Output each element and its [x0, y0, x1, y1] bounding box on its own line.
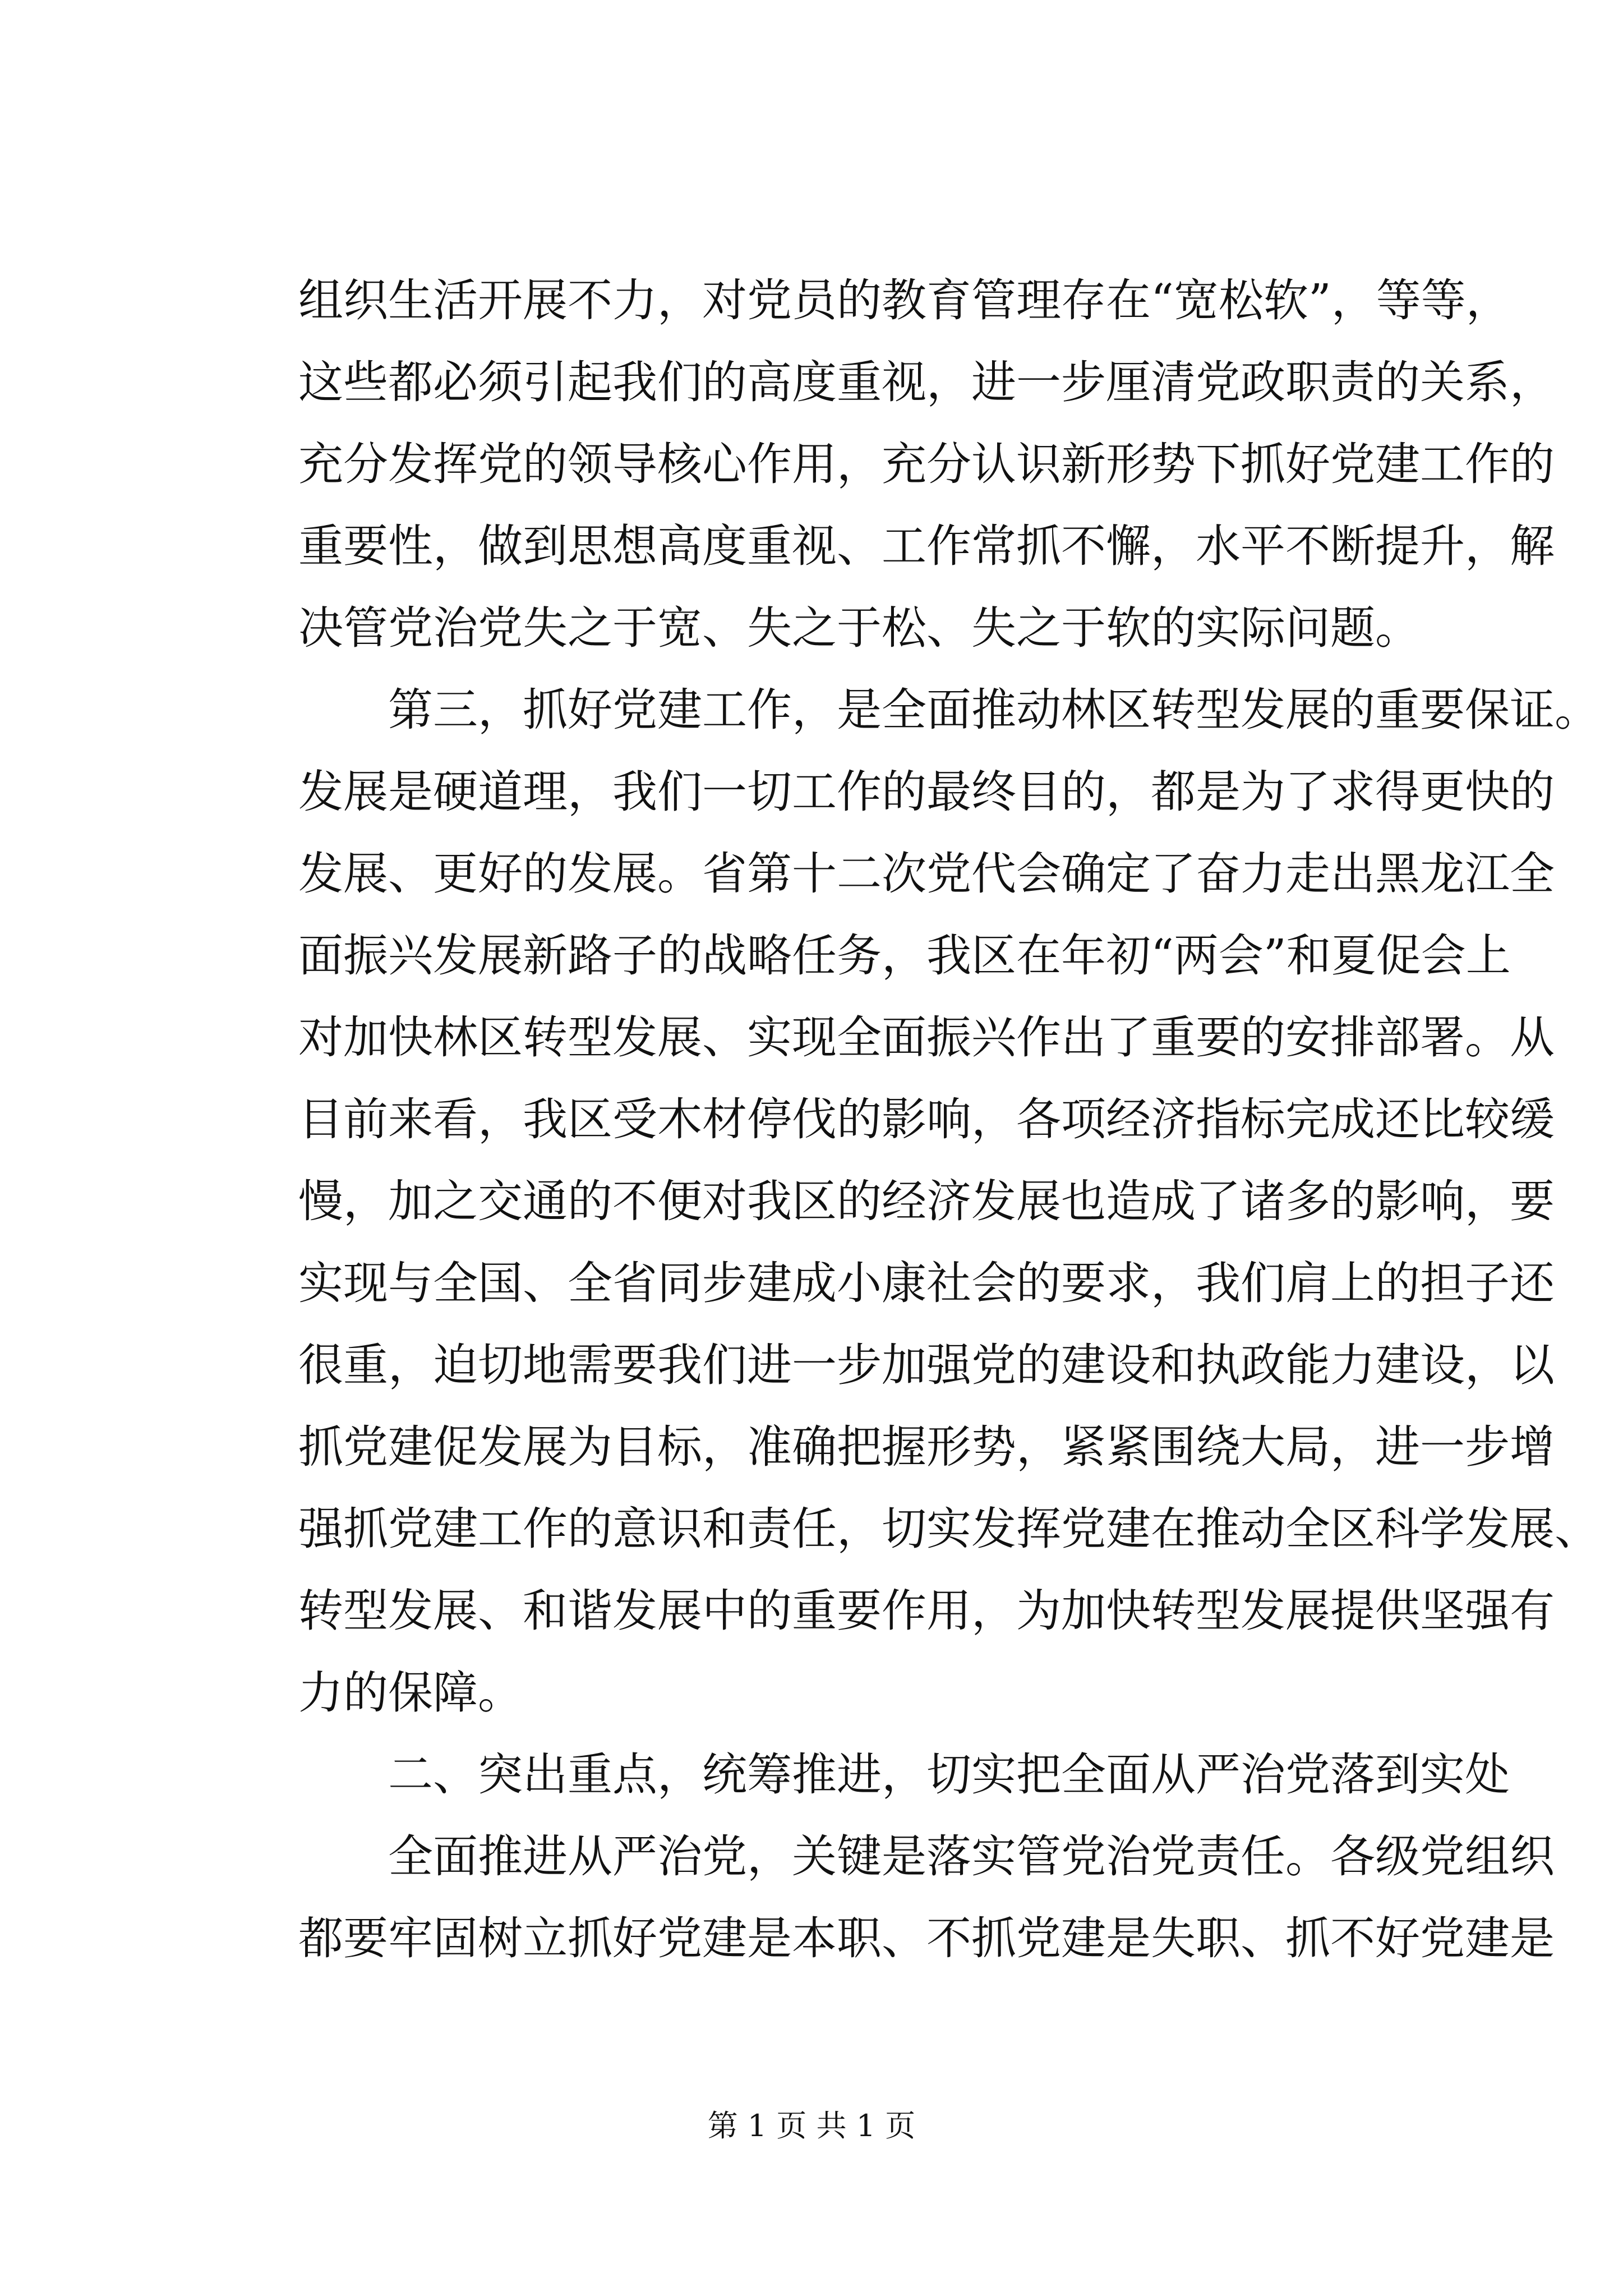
text-line: 决管党治党失之于宽、失之于松、失之于软的实际问题。 [298, 602, 1420, 654]
text-line: 慢，加之交通的不便对我区的经济发展也造成了诸多的影响，要 [298, 1175, 1555, 1227]
text-line: 发展是硬道理，我们一切工作的最终目的，都是为了求得更快的 [298, 766, 1555, 818]
paragraph-start-line: 全面推进从严治党，关键是落实管党治党责任。各级党组织 [388, 1830, 1555, 1883]
text-line: 组织生活开展不力，对党员的教育管理存在“宽松软”，等等， [298, 274, 1511, 326]
text-line: 都要牢固树立抓好党建是本职、不抓党建是失职、抓不好党建是 [298, 1912, 1555, 1964]
text-line: 强抓党建工作的意识和责任，切实发挥党建在推动全区科学发展、 [298, 1503, 1599, 1555]
text-line: 目前来看，我区受木材停伐的影响，各项经济指标完成还比较缓 [298, 1093, 1555, 1145]
text-line: 实现与全国、全省同步建成小康社会的要求，我们肩上的担子还 [298, 1257, 1555, 1309]
text-line: 发展、更好的发展。省第十二次党代会确定了奋力走出黑龙江全 [298, 848, 1555, 900]
text-line: 力的保障。 [298, 1667, 523, 1719]
text-line: 对加快林区转型发展、实现全面振兴作出了重要的安排部署。从 [298, 1011, 1555, 1064]
page-footer: 第 1 页 共 1 页 [707, 2108, 916, 2143]
section-heading: 二、突出重点，统筹推进，切实把全面从严治党落到实处 [388, 1749, 1510, 1801]
text-line: 重要性，做到思想高度重视、工作常抓不懈，水平不断提升，解 [298, 520, 1555, 572]
text-line: 转型发展、和谐发展中的重要作用，为加快转型发展提供坚强有 [298, 1585, 1555, 1637]
text-line: 面振兴发展新路子的战略任务，我区在年初“两会”和夏促会上 [298, 930, 1511, 982]
paragraph-start-line: 第三，抓好党建工作，是全面推动林区转型发展的重要保证。 [388, 684, 1599, 736]
text-line: 这些都必须引起我们的高度重视，进一步厘清党政职责的关系， [298, 356, 1555, 408]
text-line: 充分发挥党的领导核心作用，充分认识新形势下抓好党建工作的 [298, 438, 1555, 490]
document-body [298, 0, 1599, 2076]
text-line: 抓党建促发展为目标，准确把握形势，紧紧围绕大局，进一步增 [298, 1421, 1555, 1473]
text-line: 很重，迫切地需要我们进一步加强党的建设和执政能力建设，以 [298, 1339, 1555, 1391]
